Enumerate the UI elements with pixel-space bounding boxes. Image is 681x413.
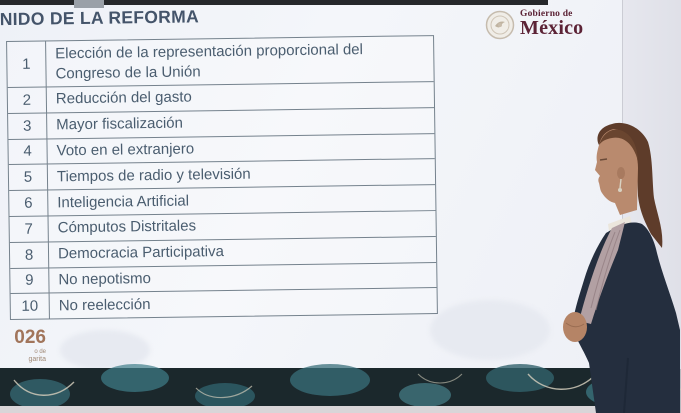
row-number: 6 — [9, 191, 48, 216]
row-number: 5 — [9, 165, 48, 190]
watermark-year: 026 — [14, 327, 46, 348]
slide-title: NIDO DE LA REFORMA — [0, 6, 200, 30]
row-text: Democracia Participativa — [57, 243, 225, 263]
row-number: 8 — [10, 242, 49, 267]
row-text: No reelección — [58, 295, 151, 315]
logo-line2: México — [520, 17, 584, 39]
person-figure — [558, 118, 680, 413]
person-viewing-screen — [558, 118, 680, 413]
row-text: Reducción del gasto — [55, 88, 192, 108]
row-number: 1 — [7, 41, 47, 87]
eagle-seal-icon — [484, 9, 516, 41]
watermark-line3: garita — [28, 356, 46, 363]
row-number: 7 — [10, 216, 49, 241]
table-row — [7, 36, 434, 87]
gobierno-mexico-logo — [484, 9, 583, 41]
row-text: Elección de la representación proporcional del Congreso de la Unión — [55, 40, 364, 82]
row-text: Voto en el extranjero — [56, 140, 195, 160]
row-text: Inteligencia Artificial — [57, 192, 190, 211]
row-number: 10 — [11, 294, 50, 319]
row-text: Tiempos de radio y televisión — [56, 165, 251, 186]
row-number: 9 — [10, 268, 49, 293]
row-number: 2 — [8, 87, 47, 112]
row-number: 3 — [8, 113, 47, 138]
watermark-line2: o de — [34, 349, 46, 355]
gobierno-logo-text — [520, 9, 583, 40]
reform-table — [6, 35, 438, 320]
row-text: Cómputos Distritales — [57, 217, 197, 237]
row-text: No nepotismo — [58, 270, 152, 289]
row-number: 4 — [8, 139, 47, 164]
row-text: Mayor fiscalización — [56, 114, 184, 134]
logo-line1: Gobierno de — [520, 9, 573, 19]
